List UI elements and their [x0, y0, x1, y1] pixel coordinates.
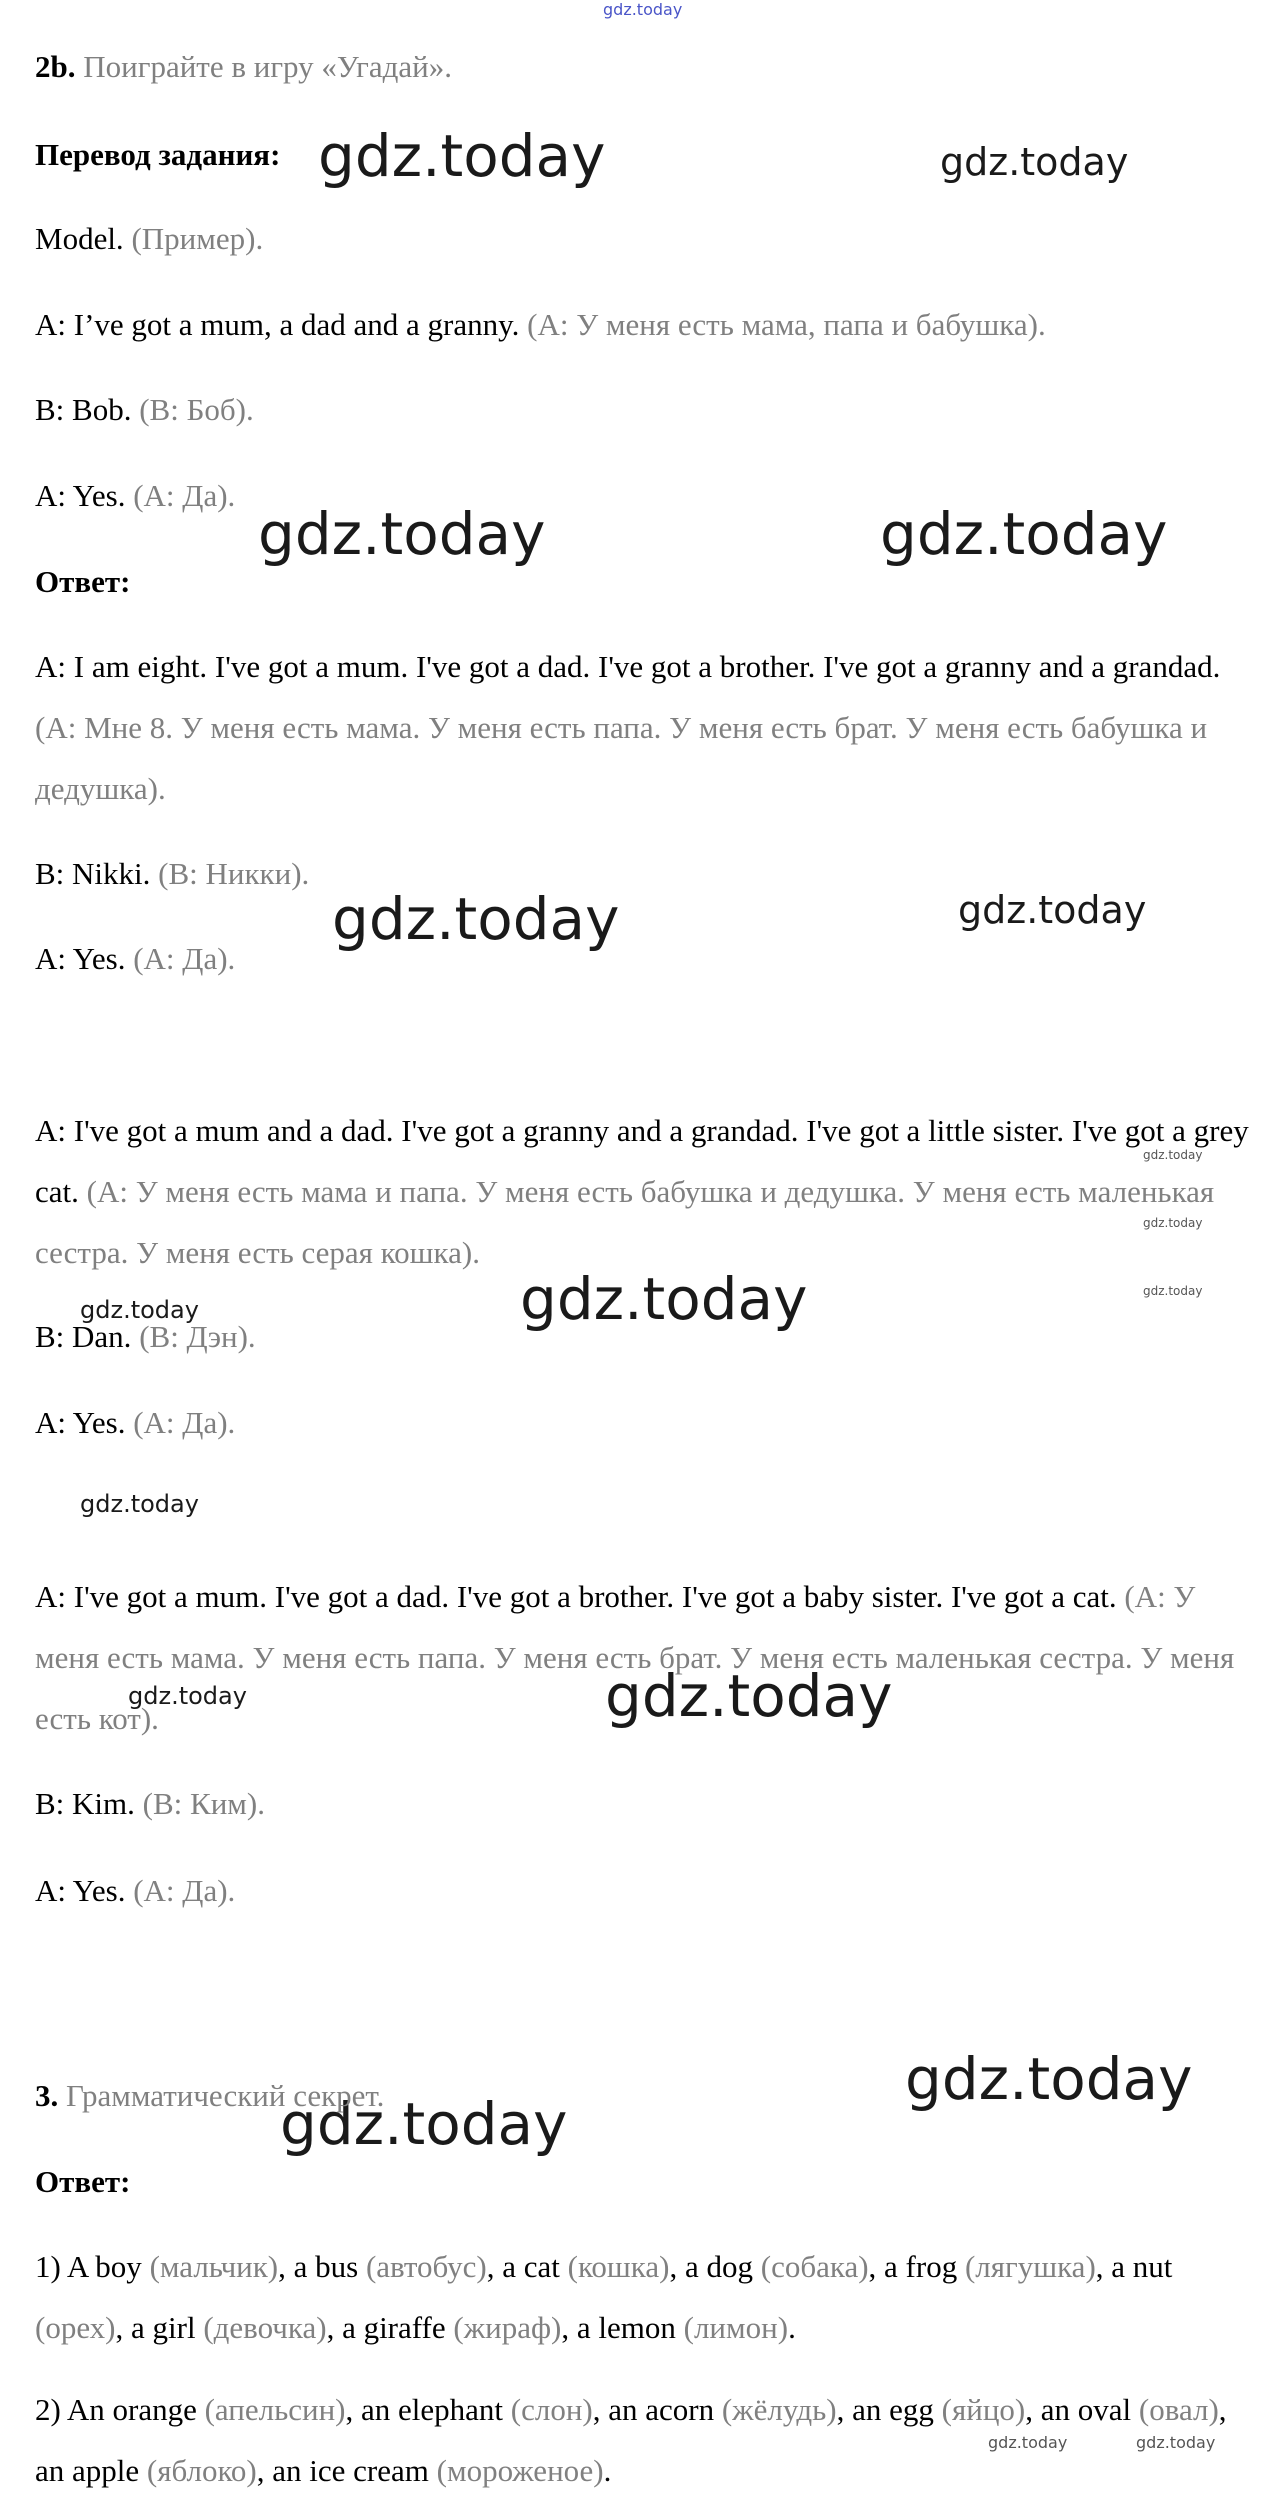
watermark: gdz.today: [280, 2090, 568, 2158]
line-en: A: I've got a mum. I've got a dad. I've got a brother. I've got a baby sister. I've got a cat.: [35, 1579, 1117, 1614]
word-en: a lemon: [576, 2310, 676, 2345]
model-en: Model.: [35, 221, 124, 256]
line-ru: (В: Боб).: [139, 392, 254, 427]
dialog-line: [35, 1566, 1255, 1749]
word-en: A boy: [66, 2249, 142, 2284]
dialog-line: [35, 1860, 1255, 1921]
line-ru: (В: Ким).: [142, 1786, 265, 1821]
line-ru: (А: У меня есть мама. У меня есть папа. У меня есть брат. У меня есть маленькая сестра. У меня есть кот).: [35, 1579, 1235, 1736]
word-en: a dog: [684, 2249, 753, 2284]
dialog-line: [35, 1392, 1255, 1453]
word-en: a nut: [1111, 2249, 1173, 2284]
list-number: 2): [35, 2392, 67, 2427]
word-ru: (кошка): [567, 2249, 670, 2284]
word-en: an apple: [35, 2453, 140, 2488]
watermark: gdz.today: [905, 2045, 1193, 2113]
model-ru: (Пример).: [131, 221, 264, 256]
watermark: gdz.today: [332, 885, 620, 953]
line-en: B: Bob.: [35, 392, 132, 427]
word-en: a girl: [131, 2310, 196, 2345]
line-ru: (А: Да).: [133, 478, 236, 513]
watermark: gdz.today: [958, 888, 1147, 932]
word-en: a frog: [884, 2249, 958, 2284]
list-number: 1): [35, 2249, 67, 2284]
task-3-title: [35, 2065, 1255, 2126]
line-ru: (В: Никки).: [158, 856, 310, 891]
word-en: an egg: [852, 2392, 934, 2427]
watermark: gdz.today: [1143, 1216, 1203, 1230]
line-en: A: Yes.: [35, 478, 126, 513]
task-number: 2b.: [35, 49, 76, 84]
answer-heading: Ответ:: [35, 2164, 131, 2199]
task-2b-title: [35, 36, 1255, 97]
line-en: A: I've got a mum and a dad. I've got a granny and a grandad. I've got a little sister. I've got a grey cat.: [35, 1113, 1249, 1209]
dialog-line: [35, 1100, 1255, 1283]
watermark: gdz.today: [128, 1682, 247, 1710]
word-en: a giraffe: [342, 2310, 446, 2345]
translation-line: [35, 294, 1255, 355]
line-ru: (А: Да).: [133, 1873, 236, 1908]
line-en: A: Yes.: [35, 1405, 126, 1440]
dialog-line: [35, 843, 1255, 904]
translation-heading: Перевод задания:: [35, 137, 281, 172]
line-en: B: Kim.: [35, 1786, 135, 1821]
word-ru: (жираф): [453, 2310, 562, 2345]
line-ru: (А: Да).: [133, 941, 236, 976]
watermark: gdz.today: [1136, 2433, 1216, 2452]
line-en: A: I am eight. I've got a mum. I've got a dad. I've got a brother. I've got a granny and a grandad.: [35, 649, 1221, 684]
article-list-a: 1) A boy (мальчик), a bus (автобус), a cat (кошка), a dog (собака), a frog (лягушка), a nut (орех), a girl (девочка), a giraffe (жираф), a lemon (лимон).: [35, 2249, 1173, 2345]
word-ru: (орех): [35, 2310, 116, 2345]
word-en: an acorn: [608, 2392, 715, 2427]
line-en: A: Yes.: [35, 1873, 126, 1908]
word-ru: (мороженое): [436, 2453, 604, 2488]
word-ru: (автобус): [365, 2249, 487, 2284]
word-ru: (яблоко): [146, 2453, 257, 2488]
word-ru: (овал): [1138, 2392, 1219, 2427]
word-ru: (слон): [510, 2392, 593, 2427]
word-en: an ice cream: [272, 2453, 429, 2488]
word-ru: (апельсин): [204, 2392, 346, 2427]
dialog-line: [35, 928, 1255, 989]
watermark: gdz.today: [605, 1662, 893, 1730]
translation-line: [35, 465, 1255, 526]
line-ru: (А: У меня есть мама, папа и бабушка).: [527, 307, 1046, 342]
dialog-line: [35, 1306, 1255, 1367]
line-en: A: I’ve got a mum, a dad and a granny.: [35, 307, 520, 342]
line-en: A: Yes.: [35, 941, 126, 976]
watermark: gdz.today: [988, 2433, 1068, 2452]
word-en: a cat: [502, 2249, 560, 2284]
line-ru: (А: Да).: [133, 1405, 236, 1440]
translation-line: [35, 379, 1255, 440]
word-ru: (девочка): [203, 2310, 327, 2345]
watermark: gdz.today: [1143, 1284, 1203, 1298]
watermark: gdz.today: [80, 1490, 199, 1518]
word-en: an elephant: [361, 2392, 504, 2427]
word-ru: (мальчик): [149, 2249, 279, 2284]
word-ru: (лимон): [683, 2310, 789, 2345]
watermark: gdz.today: [520, 1265, 808, 1333]
word-ru: (яйцо): [941, 2392, 1026, 2427]
line-en: B: Nikki.: [35, 856, 151, 891]
watermark: gdz.today: [258, 500, 546, 568]
word-en: an oval: [1040, 2392, 1132, 2427]
dialog-line: [35, 636, 1255, 819]
answer-heading: Ответ:: [35, 564, 131, 599]
model-line: [35, 208, 1255, 269]
line-en: B: Dan.: [35, 1319, 132, 1354]
line-ru: (А: Мне 8. У меня есть мама. У меня есть папа. У меня есть брат. У меня есть бабушка и дедушка).: [35, 710, 1208, 806]
article-list-an: 2) An orange (апельсин), an elephant (слон), an acorn (жёлудь), an egg (яйцо), an oval (овал), an apple (яблоко), an ice cream (мороженое).: [35, 2392, 1227, 2488]
word-ru: (лягушка): [964, 2249, 1096, 2284]
task-title: Грамматический секрет.: [66, 2078, 385, 2113]
watermark: gdz.today: [1143, 1148, 1203, 1162]
word-en: a bus: [293, 2249, 359, 2284]
line-ru: (А: У меня есть мама и папа. У меня есть бабушка и дедушка. У меня есть маленькая сестра. У меня есть серая кошка).: [35, 1174, 1215, 1270]
line-ru: (В: Дэн).: [139, 1319, 256, 1354]
task-title: Поиграйте в игру «Угадай».: [83, 49, 452, 84]
watermark: gdz.today: [940, 140, 1129, 184]
dialog-line: [35, 1773, 1255, 1834]
watermark: gdz.today: [80, 1296, 199, 1324]
watermark: gdz.today: [880, 500, 1168, 568]
word-ru: (жёлудь): [721, 2392, 837, 2427]
watermark-top: gdz.today: [603, 0, 683, 19]
word-en: An orange: [66, 2392, 197, 2427]
task-number: 3.: [35, 2078, 59, 2113]
word-ru: (собака): [760, 2249, 869, 2284]
watermark: gdz.today: [318, 122, 606, 190]
